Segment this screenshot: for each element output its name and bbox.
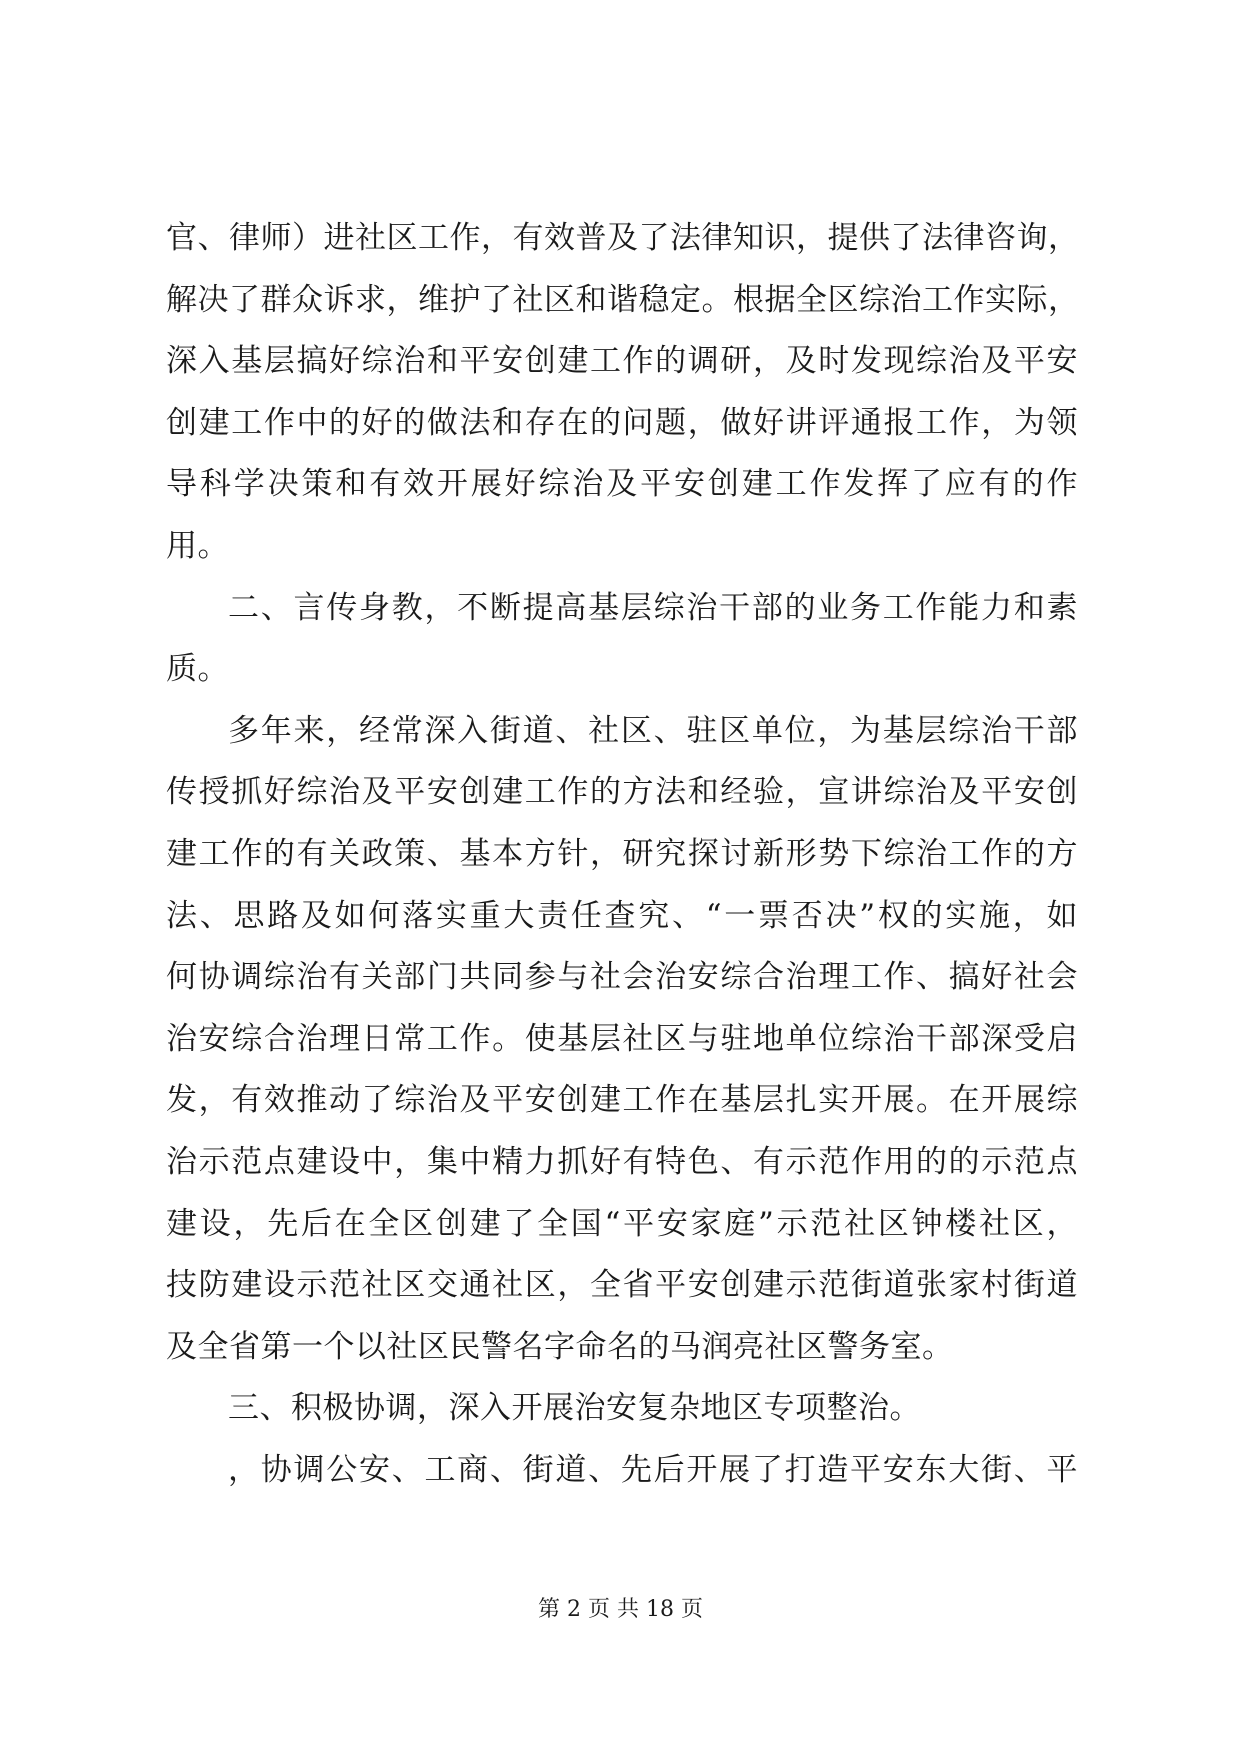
text-line: 深入基层搞好综治和平安创建工作的调研，及时发现综治及平安: [166, 343, 1078, 380]
text-line: 创建工作中的好的做法和存在的问题，做好讲评通报工作，为领: [166, 404, 1078, 441]
text-line: 治安综合治理日常工作。使基层社区与驻地单位综治干部深受启: [166, 1020, 1078, 1057]
text-line: ，协调公安、工商、街道、先后开展了打造平安东大街、平: [228, 1451, 1078, 1488]
text-line: 多年来，经常深入街道、社区、驻区单位，为基层综治干部: [228, 712, 1078, 749]
text-line: 导科学决策和有效开展好综治及平安创建工作发挥了应有的作: [166, 466, 1078, 503]
text-line: 建工作的有关政策、基本方针，研究探讨新形势下综治工作的方: [166, 835, 1078, 872]
text-line: 治示范点建设中，集中精力抓好有特色、有示范作用的的示范点: [166, 1143, 1078, 1180]
text-line: 技防建设示范社区交通社区，全省平安创建示范街道张家村街道: [166, 1267, 1078, 1304]
text-line: 法、思路及如何落实重大责任查究、“一票否决”权的实施，如: [166, 897, 1078, 934]
text-line: 质。: [166, 651, 229, 688]
page-footer: 第 2 页 共 18 页: [538, 1597, 703, 1622]
text-line: 用。: [166, 527, 229, 564]
text-line: 解决了群众诉求，维护了社区和谐稳定。根据全区综治工作实际，: [166, 281, 1080, 318]
text-line: 二、言传身教，不断提高基层综治干部的业务工作能力和素: [228, 589, 1078, 626]
text-line: 官、律师）进社区工作，有效普及了法律知识，提供了法律咨询，: [166, 220, 1080, 256]
text-line: 何协调综治有关部门共同参与社会治安综合治理工作、搞好社会: [166, 959, 1078, 996]
text-line: 及全省第一个以社区民警名字命名的马润亮社区警务室。: [166, 1328, 954, 1365]
text-line: 三、积极协调，深入开展治安复杂地区专项整治。: [228, 1390, 921, 1427]
document-body: [166, 208, 1078, 1501]
text-line: 传授抓好综治及平安创建工作的方法和经验，宣讲综治及平安创: [166, 774, 1078, 811]
text-line: 建设，先后在全区创建了全国“平安家庭”示范社区钟楼社区，: [166, 1205, 1078, 1242]
text-line: 发，有效推动了综治及平安创建工作在基层扎实开展。在开展综: [166, 1082, 1078, 1119]
